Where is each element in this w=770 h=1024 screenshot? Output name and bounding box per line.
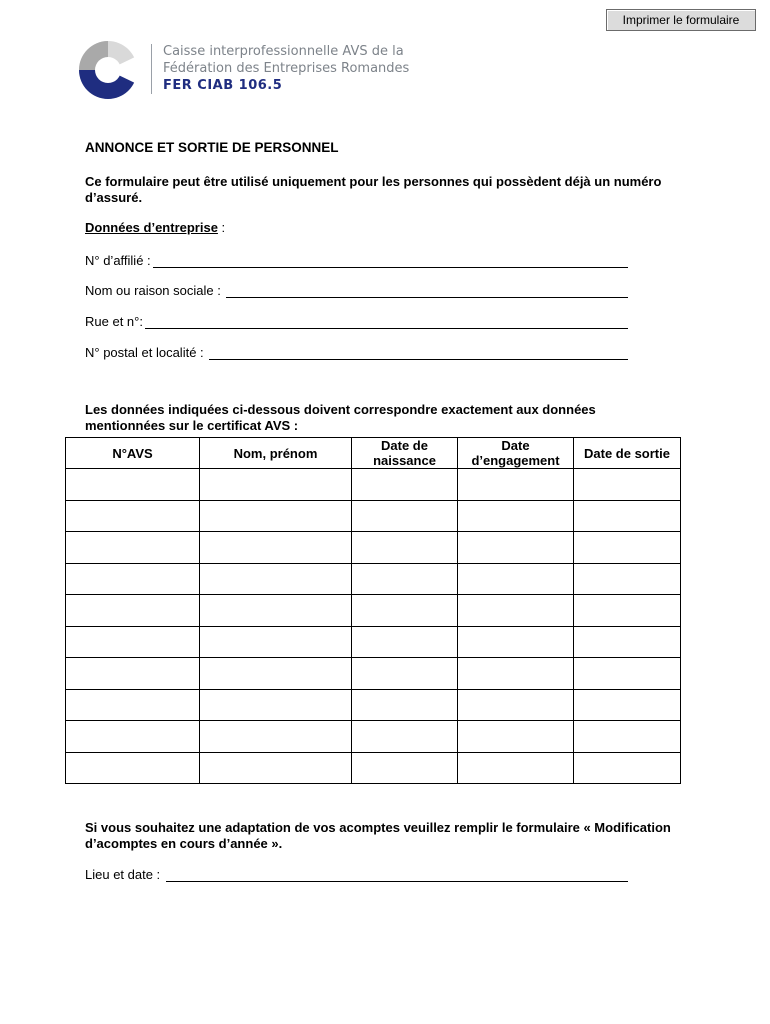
form-title: ANNONCE ET SORTIE DE PERSONNEL [85, 140, 339, 155]
postal-locality-field[interactable] [85, 342, 628, 360]
table-body [66, 469, 681, 784]
cell-hire-date[interactable] [458, 752, 574, 784]
affiliate-number-field[interactable] [85, 250, 628, 268]
cell-name[interactable] [200, 563, 352, 595]
logo-divider [151, 44, 152, 94]
table-row [66, 626, 681, 658]
cell-birth-date[interactable] [352, 469, 458, 501]
cell-birth-date[interactable] [352, 500, 458, 532]
cell-hire-date[interactable] [458, 721, 574, 753]
cell-hire-date[interactable] [458, 500, 574, 532]
cell-name[interactable] [200, 532, 352, 564]
place-date-label: Lieu et date : [85, 867, 164, 882]
cell-avs-number[interactable] [66, 626, 200, 658]
cell-name[interactable] [200, 721, 352, 753]
org-line-1: Caisse interprofessionnelle AVS de la [163, 44, 404, 59]
cell-exit-date[interactable] [574, 563, 681, 595]
affiliate-number-input[interactable] [153, 253, 628, 268]
street-field[interactable] [85, 311, 628, 329]
col-header-exit-date: Date de sortie [574, 438, 681, 469]
col-header-name: Nom, prénom [200, 438, 352, 469]
cell-avs-number[interactable] [66, 689, 200, 721]
company-section-colon: : [217, 220, 226, 235]
cell-exit-date[interactable] [574, 658, 681, 690]
table-row [66, 595, 681, 627]
cell-birth-date[interactable] [352, 595, 458, 627]
cell-avs-number[interactable] [66, 532, 200, 564]
table-row [66, 752, 681, 784]
cell-exit-date[interactable] [574, 500, 681, 532]
org-line-3: FER CIAB 106.5 [163, 78, 283, 93]
cell-hire-date[interactable] [458, 658, 574, 690]
place-date-input[interactable] [166, 867, 628, 882]
cell-avs-number[interactable] [66, 469, 200, 501]
table-header-row [66, 438, 681, 469]
table-row [66, 532, 681, 564]
company-section-label [85, 220, 225, 235]
ciab-logo-icon [78, 40, 138, 100]
cell-birth-date[interactable] [352, 626, 458, 658]
company-name-input[interactable] [226, 283, 628, 298]
company-name-field[interactable] [85, 280, 628, 298]
company-name-label: Nom ou raison sociale : [85, 283, 225, 298]
table-row [66, 500, 681, 532]
cell-avs-number[interactable] [66, 721, 200, 753]
table-row [66, 469, 681, 501]
cell-exit-date[interactable] [574, 752, 681, 784]
print-form-button[interactable]: Imprimer le formulaire [606, 9, 756, 31]
cell-birth-date[interactable] [352, 532, 458, 564]
cell-avs-number[interactable] [66, 595, 200, 627]
cell-hire-date[interactable] [458, 689, 574, 721]
cell-name[interactable] [200, 752, 352, 784]
cell-avs-number[interactable] [66, 658, 200, 690]
cell-exit-date[interactable] [574, 626, 681, 658]
form-intro: Ce formulaire peut être utilisé uniquement pour les personnes qui possèdent déjà un numéro d’assuré. [85, 174, 662, 205]
cell-name[interactable] [200, 469, 352, 501]
cell-name[interactable] [200, 500, 352, 532]
table-row [66, 563, 681, 595]
cell-hire-date[interactable] [458, 532, 574, 564]
cell-hire-date[interactable] [458, 595, 574, 627]
cell-birth-date[interactable] [352, 658, 458, 690]
cell-hire-date[interactable] [458, 626, 574, 658]
col-header-avs-number: N°AVS [66, 438, 200, 469]
col-header-birth-date: Date de naissance [352, 438, 458, 469]
postal-locality-input[interactable] [209, 345, 628, 360]
company-section-title: Données d’entreprise [85, 220, 218, 235]
cell-avs-number[interactable] [66, 563, 200, 595]
personnel-table [65, 437, 681, 784]
cell-hire-date[interactable] [458, 469, 574, 501]
street-input[interactable] [145, 314, 628, 329]
cell-avs-number[interactable] [66, 500, 200, 532]
table-row [66, 721, 681, 753]
postal-locality-label: N° postal et localité : [85, 345, 208, 360]
footer-note: Si vous souhaitez une adaptation de vos acomptes veuillez remplir le formulaire « Modification d’acomptes en cours d’année ». [85, 820, 671, 851]
cell-hire-date[interactable] [458, 563, 574, 595]
cell-exit-date[interactable] [574, 595, 681, 627]
cell-avs-number[interactable] [66, 752, 200, 784]
cell-name[interactable] [200, 626, 352, 658]
cell-birth-date[interactable] [352, 752, 458, 784]
place-date-field[interactable] [85, 864, 628, 882]
cell-birth-date[interactable] [352, 721, 458, 753]
table-row [66, 689, 681, 721]
cell-exit-date[interactable] [574, 721, 681, 753]
table-intro: Les données indiquées ci-dessous doivent correspondre exactement aux données mentionnées sur le certificat AVS : [85, 402, 596, 433]
org-line-2: Fédération des Entreprises Romandes [163, 61, 410, 76]
organization-name [163, 43, 409, 94]
cell-name[interactable] [200, 595, 352, 627]
cell-name[interactable] [200, 658, 352, 690]
cell-exit-date[interactable] [574, 469, 681, 501]
cell-exit-date[interactable] [574, 532, 681, 564]
cell-birth-date[interactable] [352, 689, 458, 721]
table-row [66, 658, 681, 690]
cell-birth-date[interactable] [352, 563, 458, 595]
cell-name[interactable] [200, 689, 352, 721]
street-label: Rue et n°: [85, 314, 143, 329]
cell-exit-date[interactable] [574, 689, 681, 721]
col-header-hire-date: Date d’engagement [458, 438, 574, 469]
affiliate-number-label: N° d’affilié : [85, 253, 151, 268]
